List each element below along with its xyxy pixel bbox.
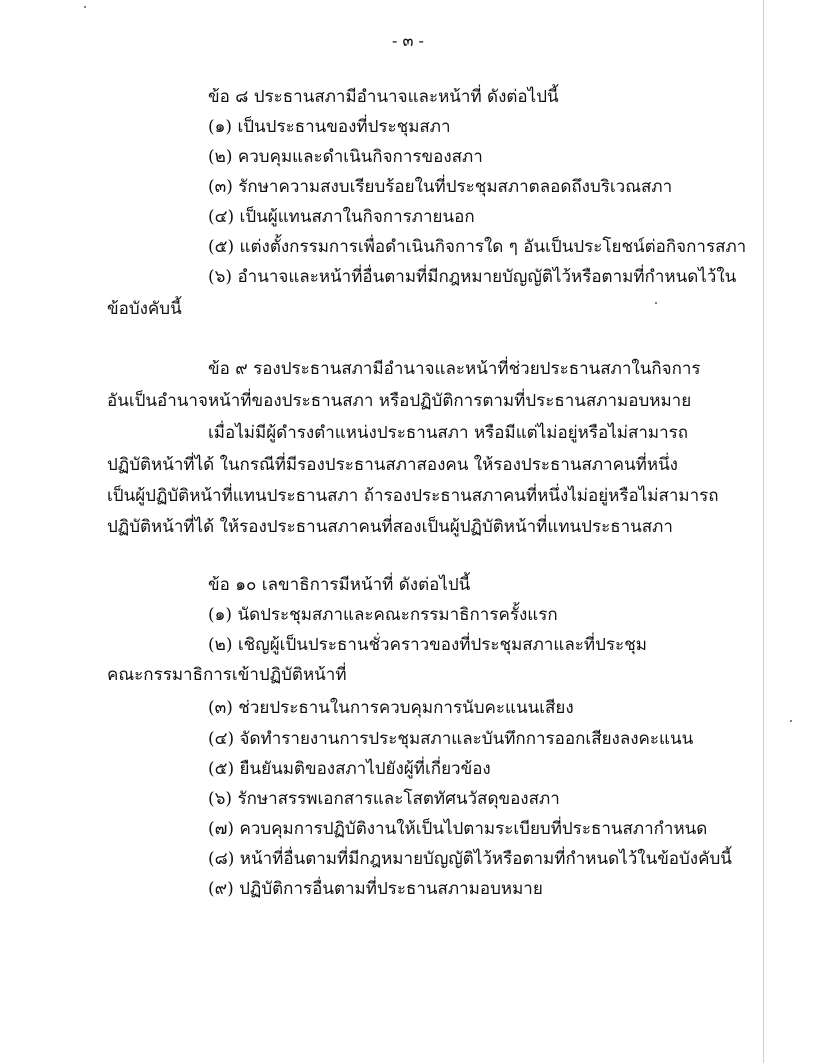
section-8-item-6-continuation: ข้อบังคับนี้	[107, 299, 182, 319]
page-number: - ๓ -	[392, 31, 424, 50]
section-9-line-3: เมื่อไม่มีผู้ดำรงตำแหน่งประธานสภา หรือมีแต่ไม่อยู่หรือไม่สามารถ	[208, 423, 689, 443]
section-10-item-3: (๓) ช่วยประธานในการควบคุมการนับคะแนนเสียง	[208, 698, 574, 718]
section-10-item-7: (๗) ควบคุมการปฏิบัติงานให้เป็นไปตามระเบียบที่ประธานสภากำหนด	[208, 819, 708, 839]
section-10-item-8: (๘) หน้าที่อื่นตามที่มีกฎหมายบัญญัติไว้หรือตามที่กำหนดไว้ในข้อบังคับนี้	[208, 849, 732, 869]
section-10-item-9: (๙) ปฏิบัติการอื่นตามที่ประธานสภามอบหมาย	[208, 879, 543, 899]
section-10-item-2: (๒) เชิญผู้เป็นประธานชั่วคราวของที่ประชุมสภาและที่ประชุม	[208, 635, 647, 655]
section-9-line-2: อันเป็นอำนาจหน้าที่ของประธานสภา หรือปฏิบัติการตามที่ประธานสภามอบหมาย	[107, 391, 692, 411]
scan-speck	[655, 302, 657, 304]
section-9-line-6: ปฏิบัติหน้าที่ได้ ให้รองประธานสภาคนที่สองเป็นผู้ปฏิบัติหน้าที่แทนประธานสภา	[107, 517, 673, 537]
section-10-heading: ข้อ ๑๐ เลขาธิการมีหน้าที่ ดังต่อไปนี้	[208, 575, 471, 595]
section-9-line-5: เป็นผู้ปฏิบัติหน้าที่แทนประธานสภา ถ้ารองประธานสภาคนที่หนึ่งไม่อยู่หรือไม่สามารถ	[107, 486, 719, 506]
section-10-item-4: (๔) จัดทำรายงานการประชุมสภาและบันทึกการออกเสียงลงคะแนน	[208, 729, 694, 749]
section-8-item-1: (๑) เป็นประธานของที่ประชุมสภา	[208, 117, 451, 137]
section-10-item-2-continuation: คณะกรรมาธิการเข้าปฏิบัติหน้าที่	[107, 665, 347, 685]
section-8-item-4: (๔) เป็นผู้แทนสภาในกิจการภายนอก	[208, 207, 475, 227]
section-8-item-6: (๖) อำนาจและหน้าที่อื่นตามที่มีกฎหมายบัญญัติไว้หรือตามที่กำหนดไว้ใน	[208, 267, 737, 287]
scan-speck	[84, 6, 86, 8]
scan-margin-line	[763, 0, 764, 1063]
section-10-item-1: (๑) นัดประชุมสภาและคณะกรรมาธิการครั้งแรก	[208, 605, 558, 625]
section-8-item-2: (๒) ควบคุมและดำเนินกิจการของสภา	[208, 147, 483, 167]
section-8-heading: ข้อ ๘ ประธานสภามีอำนาจและหน้าที่ ดังต่อไปนี้	[208, 87, 559, 107]
scan-speck	[790, 720, 792, 722]
section-10-item-5: (๕) ยืนยันมติของสภาไปยังผู้ที่เกี่ยวข้อง	[208, 759, 491, 779]
section-9-line-1: ข้อ ๙ รองประธานสภามีอำนาจและหน้าที่ช่วยประธานสภาในกิจการ	[208, 359, 701, 379]
section-8-item-3: (๓) รักษาความสงบเรียบร้อยในที่ประชุมสภาตลอดถึงบริเวณสภา	[208, 177, 673, 197]
section-9-line-4: ปฏิบัติหน้าที่ได้ ในกรณีที่มีรองประธานสภาสองคน ให้รองประธานสภาคนที่หนึ่ง	[107, 455, 678, 475]
section-10-item-6: (๖) รักษาสรรพเอกสารและโสตทัศนวัสดุของสภา	[208, 789, 560, 809]
section-8-item-5: (๕) แต่งตั้งกรรมการเพื่อดำเนินกิจการใด ๆ อันเป็นประโยชน์ต่อกิจการสภา	[208, 237, 747, 257]
